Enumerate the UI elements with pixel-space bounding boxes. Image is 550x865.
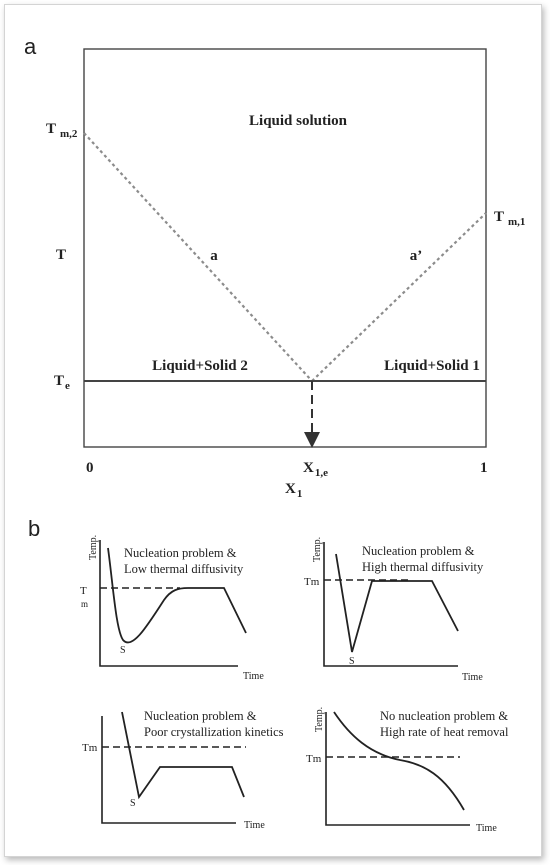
plot1-ylabel: Temp. bbox=[88, 534, 99, 560]
plot2-s-label: S bbox=[349, 656, 355, 667]
phase-diagram-box bbox=[84, 49, 486, 447]
line-label-a-prime: a’ bbox=[409, 248, 423, 264]
phase-diagram bbox=[46, 49, 525, 500]
plot2-xlabel: Time bbox=[462, 672, 483, 683]
plot1-xlabel: Time bbox=[243, 671, 264, 682]
label-x1e: $X_{1,e}$ bbox=[303, 460, 328, 479]
plot1-title-line1: Nucleation problem & bbox=[124, 546, 237, 560]
liquidus-line-a bbox=[84, 133, 312, 381]
label-x-zero: 0 bbox=[86, 460, 94, 476]
plot2-tm-label: Tm bbox=[304, 576, 320, 588]
line-label-a: a bbox=[210, 248, 218, 264]
plot3-tm-label: Tm bbox=[82, 742, 98, 754]
plot3-title-line2: Poor crystallization kinetics bbox=[144, 725, 284, 739]
plot3-xlabel: Time bbox=[244, 820, 265, 831]
label-te: $T_e$ bbox=[54, 373, 70, 392]
cooling-plot-low-diffusivity bbox=[80, 535, 264, 682]
label-x-one: 1 bbox=[480, 460, 488, 476]
plot2-ylabel: Temp. bbox=[312, 536, 323, 562]
plot4-title-line1: No nucleation problem & bbox=[380, 709, 509, 723]
plot4-tm-label: Tm bbox=[306, 753, 322, 765]
label-t-axis: T bbox=[56, 247, 67, 263]
plot4-title-line2: High rate of heat removal bbox=[380, 725, 509, 739]
plot2-title-line2: High thermal diffusivity bbox=[362, 560, 484, 574]
region-liquid-solution: Liquid solution bbox=[249, 113, 347, 129]
plot4-xlabel: Time bbox=[476, 823, 497, 834]
label-x1: $X_1$ bbox=[285, 481, 303, 500]
label-tm1: T $_{m,1}$ bbox=[494, 209, 526, 228]
plot1-tm-label: T bbox=[80, 585, 87, 597]
region-liquid-solid-2: Liquid+Solid 2 bbox=[152, 358, 248, 374]
plot3-s-label: S bbox=[130, 798, 136, 809]
cooling-plot-poor-kinetics bbox=[82, 709, 284, 831]
plot3-title-line1: Nucleation problem & bbox=[144, 709, 257, 723]
plot1-s-label: S bbox=[120, 645, 126, 656]
plot4-ylabel: Temp. bbox=[314, 706, 325, 732]
label-tm2: T $_{m,2}$ bbox=[46, 121, 78, 140]
panel-b-label: b bbox=[28, 516, 41, 541]
liquidus-line-a-prime bbox=[312, 213, 486, 381]
plot2-title-line1: Nucleation problem & bbox=[362, 544, 475, 558]
panel-a-label: a bbox=[24, 34, 37, 59]
plot1-tm-sub: m bbox=[81, 599, 89, 609]
cooling-plot-high-diffusivity bbox=[304, 537, 484, 683]
plot1-title-line2: Low thermal diffusivity bbox=[124, 562, 244, 576]
region-liquid-solid-1: Liquid+Solid 1 bbox=[384, 358, 480, 374]
cooling-plot-no-nucleation bbox=[306, 707, 509, 834]
